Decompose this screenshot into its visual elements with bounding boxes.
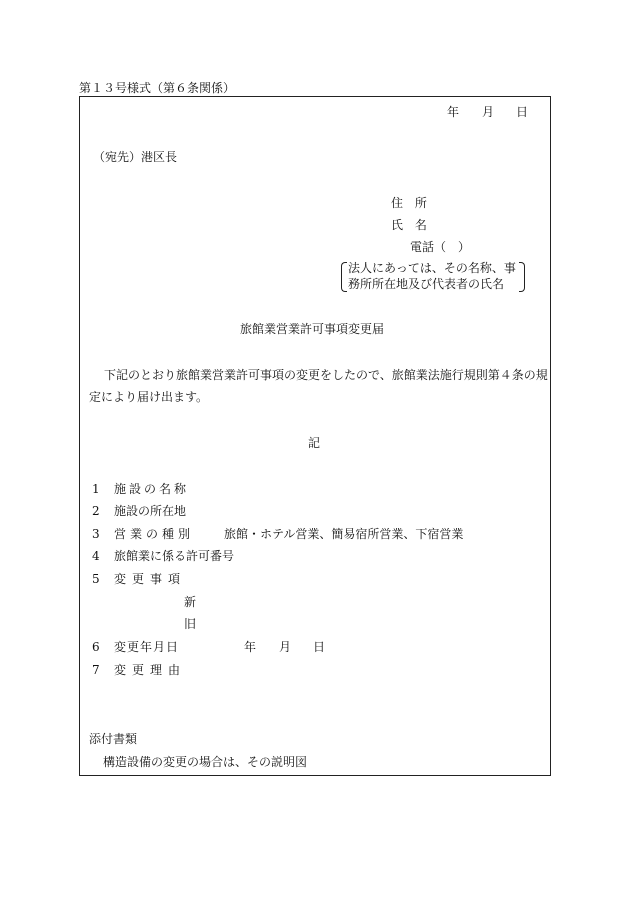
item5-old-label: 旧 [184,617,197,631]
addressee: （宛先）港区長 [93,150,178,164]
item2-label: 施設の所在地 [114,504,187,518]
item3-value: 旅館・ホテル営業、簡易宿所営業、下宿営業 [224,527,464,541]
item4-label: 旅館業に係る許可番号 [114,549,235,563]
item7-label: 変更理由 [114,663,187,677]
item7-number: 7 [92,663,100,677]
form-number: 第１３号様式（第６条関係） [79,81,236,95]
phone-label: 電話（ ） [410,240,471,254]
item3-number: 3 [92,527,100,541]
item6-day-label: 日 [313,640,326,654]
date-year-label: 年 [447,105,460,119]
item4-number: 4 [92,549,100,563]
ki-heading: 記 [308,436,321,450]
attachments-text: 構造設備の変更の場合は、その説明図 [103,755,308,769]
corporate-note-line2: 務所所在地及び代表者の氏名 [348,277,505,291]
item1-label: 施設の名称 [114,482,190,496]
body-line-2: 定により届け出ます。 [89,390,209,404]
corporate-note-line1: 法人にあっては、その名称、事 [348,261,516,275]
date-day-label: 日 [516,105,529,119]
item2-number: 2 [92,504,100,518]
item6-label: 変更年月日 [114,640,180,654]
item6-month-label: 月 [279,640,292,654]
name-label: 氏 名 [391,218,431,232]
right-bracket [519,262,525,292]
document-title: 旅館業営業許可事項変更届 [240,322,385,336]
left-bracket [341,262,347,292]
date-month-label: 月 [482,105,495,119]
item5-label: 変更事項 [114,572,187,586]
item6-number: 6 [92,640,100,654]
item5-number: 5 [92,572,100,586]
body-line-1: 下記のとおり旅館業営業許可事項の変更をしたので、旅館業法施行規則第４条の規 [104,368,548,382]
item1-number: 1 [92,482,100,496]
item3-label: 営業の種別 [114,527,195,541]
address-label: 住 所 [391,196,431,210]
item6-year-label: 年 [244,640,257,654]
item5-new-label: 新 [184,595,197,609]
attachments-heading: 添付書類 [89,732,138,746]
